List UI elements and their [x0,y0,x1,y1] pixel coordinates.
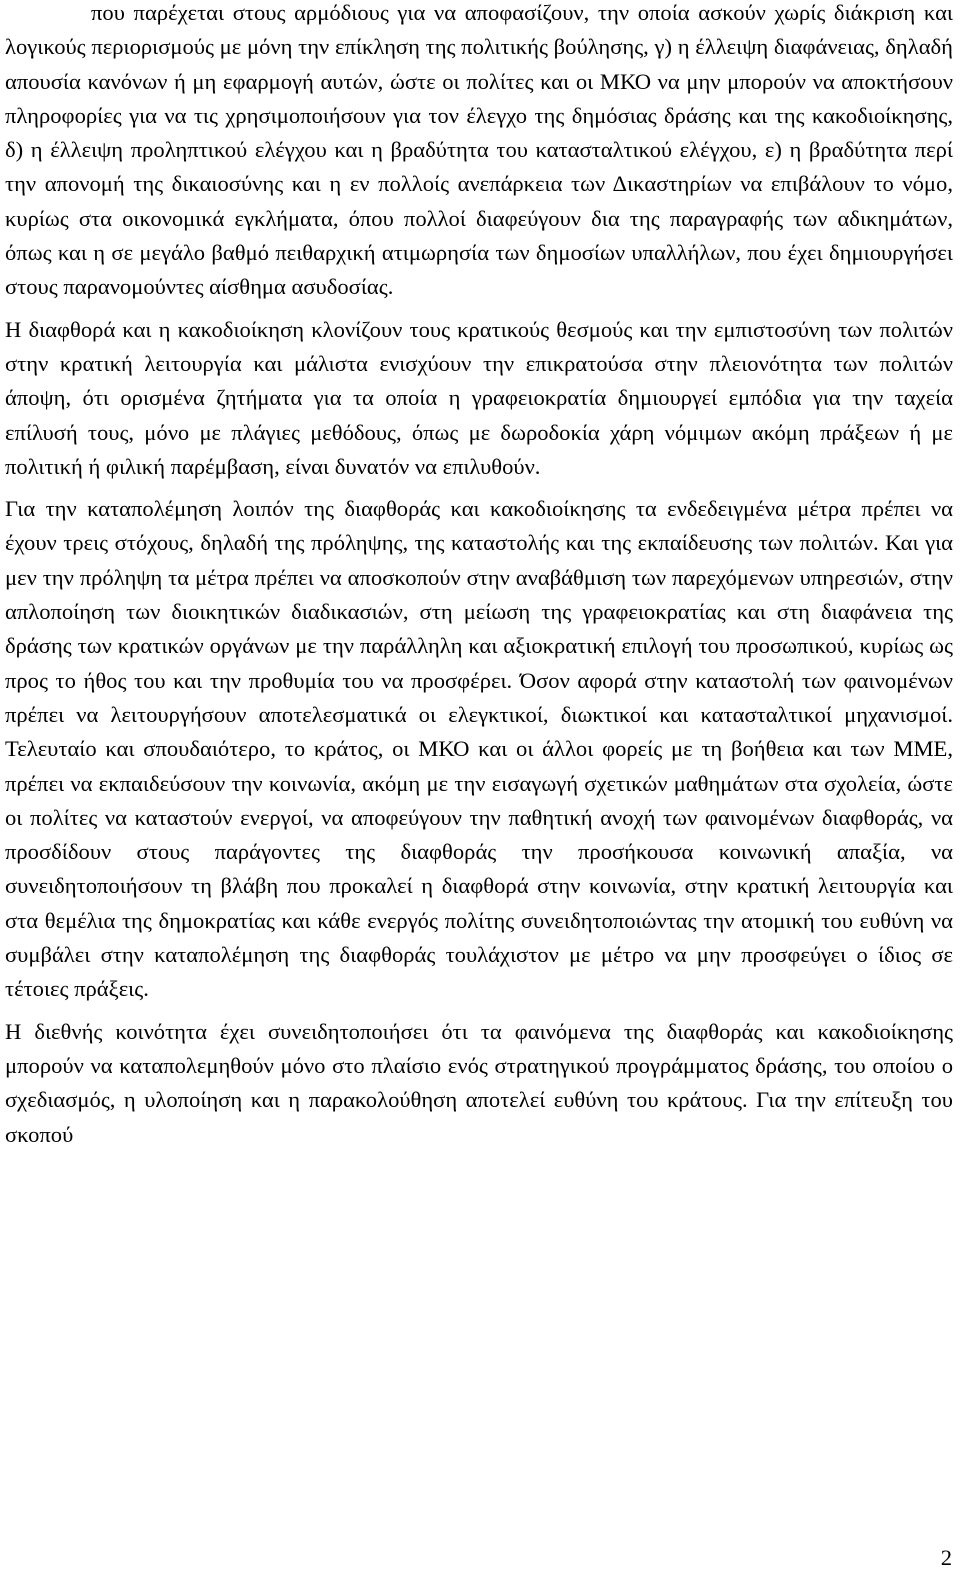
paragraph-corruption-effects: Η διαφθορά και η κακοδιοίκηση κλονίζουν τους κρατικούς θεσμούς και την εμπιστοσύνη των πολιτών στην κρατική λειτουργία και μάλιστα ενισχύουν την επικρατούσα στην πλειονότητα των πολιτών άποψη, ότι ορισμένα ζητήματα για τα οποία η γραφειοκρατία δημιουργεί εμπόδια για την ταχεία επίλυσή τους, μόνο με πλάγιες μεθόδους, όπως με δωροδοκία χάρη νόμιμων ακόμη πράξεων ή με πολιτική ή φιλική παρέμβαση, είναι δυνατόν να επιλυθούν. [5,316,953,479]
body-text [5,0,953,1152]
page-number: 2 [940,1545,952,1570]
paragraph-international-community: Η διεθνής κοινότητα έχει συνειδητοποιήσει ότι τα φαινόμενα της διαφθοράς και κακοδιοίκησης μπορούν να καταπολεμηθούν μόνο στο πλαίσιο ενός στρατηγικού προγράμματος δράσης, του οποίου ο σχεδιασμός, η υλοποίηση και η παρακολούθηση αποτελεί ευθύνη του κράτους. Για την επίτευξη του σκοπού [5,1018,953,1147]
paragraph-countermeasures: Για την καταπολέμηση λοιπόν της διαφθοράς και κακοδιοίκησης τα ενδεδειγμένα μέτρα πρέπει να έχουν τρεις στόχους, δηλαδή της πρόληψης, της καταστολής και της εκπαίδευσης των πολιτών. Και για μεν την πρόληψη τα μέτρα πρέπει να αποσκοπούν στην αναβάθμιση των παρεχόμενων υπηρεσιών, στην απλοποίηση των διοικητικών διαδικασιών, στη μείωση της γραφειοκρατίας και στη διαφάνεια της δράσης των κρατικών οργάνων με την παράλληλη και αξιοκρατική επιλογή του προσωπικού, κυρίως ως προς το ήθος του και την προθυμία του να προσφέρει. Όσον αφορά στην καταστολή των φαινομένων πρέπει να λειτουργήσουν αποτελεσματικά οι ελεγκτικοί, διωκτικοί και κατασταλτικοί μηχανισμοί. Τελευταίο και σπουδαιότερο, το κράτος, οι ΜΚΟ και οι άλλοι φορείς με τη βοήθεια και των ΜΜΕ, πρέπει να εκπαιδεύσουν την κοινωνία, ακόμη με την εισαγωγή σχετικών μαθημάτων στα σχολεία, ώστε οι πολίτες να καταστούν ενεργοί, να αποφεύγουν την παθητική ανοχή των φαινομένων διαφθοράς, να προσδίδουν στους παράγοντες της διαφθοράς την προσήκουσα κοινωνική απαξία, να συνειδητοποιήσουν τη βλάβη που προκαλεί η διαφθορά στην κοινωνία, στην κρατική λειτουργία και στα θεμέλια της δημοκρατίας και κάθε ενεργός πολίτης συνειδητοποιώντας την ατομική του ευθύνη να συμβάλει στην καταπολέμηση της διαφθοράς τουλάχιστον με μέτρο να μην προσφεύγει ο ίδιος σε τέτοιες πράξεις. [5,496,953,1002]
paragraph-continuation: που παρέχεται στους αρμόδιους για να αποφασίζουν, την οποία ασκούν χωρίς διάκριση και λογικούς περιορισμούς με μόνη την επίκληση της πολιτικής βούλησης, γ) η έλλειψη διαφάνειας, δηλαδή απουσία κανόνων ή μη εφαρμογή αυτών, ώστε οι πολίτες και οι ΜΚΟ να μην μπορούν να αποκτήσουν πληροφορίες για να τις χρησιμοποιήσουν για τον έλεγχο της δημόσιας δράσης και της κακοδιοίκησης, δ) η έλλειψη προληπτικού ελέγχου και η βραδύτητα του κατασταλτικού ελέγχου, ε) η βραδύτητα περί την απονομή της δικαιοσύνης και η εν πολλοίς ανεπάρκεια των Δικαστηρίων να επιβάλουν το νόμο, κυρίως στα οικονομικά εγκλήματα, όπου πολλοί διαφεύγουν δια της παραγραφής των αδικημάτων, όπως και η σε μεγάλο βαθμό πειθαρχική ατιμωρησία των δημοσίων υπαλλήλων, που έχει δημιουργήσει στους παρανομούντες αίσθημα ασυδοσίας. [5,0,953,300]
